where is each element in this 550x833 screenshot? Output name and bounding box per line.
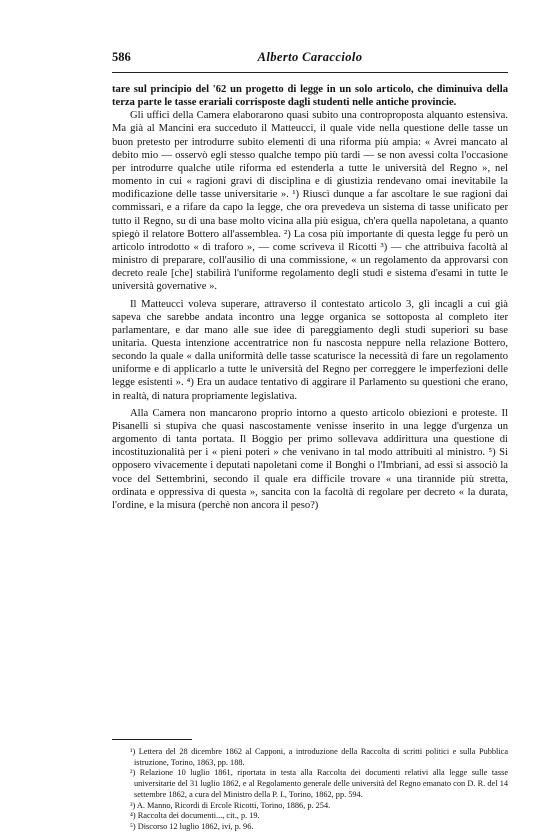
- footnote: ¹) Lettera del 28 dicembre 1862 al Capponi, a introduzione della Raccolta di scritti politici e sulla Pubblica istruzione, Torino, 1863, pp. 188.: [130, 747, 508, 767]
- footnotes: [112, 747, 508, 833]
- running-head-author: Alberto Caracciolo: [257, 50, 363, 64]
- paragraph: Il Matteucci voleva superare, attraverso il contestato articolo 3, gli incagli a cui già sapeva che sarebbe andata incontro una legge organica se sottoposta al completo iter parlamentare, e dar mano alle sue idee di pareggiamento degli studi superiori su base unitaria. Questa intenzione accentratrice non fu nascosta neppure nella relazione Bottero, secondo la quale « dalla uniformità delle tasse scaturisce la necessità di fare un regolamento uniforme e di applicarlo a tutte le università del Regno per correggere le imperfezioni delle legge esistenti ». ⁴) Era un audace tentativo di aggirare il Parlamento su questioni che erano, in realtà, di natura propriamente legislativa.: [112, 298, 508, 402]
- paragraph: Gli uffici della Camera elaborarono quasi subito una controproposta alquanto estensiva. Ma già al Mancini era succeduto il Matteucci, il quale vide nella questione delle tasse un buon pretesto per introdurre subito elementi di una riforma più ampia: « Avrei mancato al debito mio — osservò egli stesso qualche tempo più tardi — se non avessi colta l'occasione per introdurre qualche utile riforma ed estenderla a tutte le università del Regno », nel momento in cui « ragioni gravi di disciplina e di giustizia rendevano omai inevitabile la modificazione delle tasse universitarie ». ¹) Riuscì dunque a far ascoltare le sue ragioni dai commissari, e a rifare da capo la legge, che ora prevedeva un sistema di tasse unificato per tutto il Regno, su di una base molto vicina alla più esigua, ch'era quella napoletana, a quanto spiegò il relatore Bottero all'assemblea. ²) La cosa più importante di questa legge fu però un articolo introdotto « di traforo », — come scriveva il Ricotti ³) — che attribuiva facoltà al ministro di preparare, coll'ausilio di una commissione, « un regolamento da approvarsi con decreto reale [che] stabilirà l'uniforme regolamento degli studi e sistema d'esami in tutte le università governative ».: [112, 110, 508, 293]
- header-rule: [112, 72, 508, 73]
- paragraph-continuation: tare sul principio del '62 un progetto di legge in un solo articolo, che diminuiva della terza parte le tasse erariali corrisposte dagli studenti nelle antiche provincie.: [112, 84, 508, 109]
- body-text: [112, 83, 508, 512]
- running-header: [112, 50, 508, 68]
- footnote: ³) A. Manno, Ricordi di Ercole Ricotti, Torino, 1886, p. 254.: [130, 800, 331, 810]
- footnote: ²) Relazione 10 luglio 1861, riportata in testa alla Raccolta dei documenti relativi alla legge sulle tasse universitarie del 31 luglio 1862, e al Regolamento generale delle università del Regno emanato con D. R. del 14 settembre 1862, a cura del Ministro della P. I., Torino, 1862, pp. 594.: [130, 768, 508, 799]
- footnote: ⁵) Discorso 12 luglio 1862, ivi, p. 96.: [130, 821, 254, 831]
- page-number: 586: [112, 50, 131, 64]
- footnote-rule: [112, 739, 192, 740]
- footnote: ⁴) Raccolta dei documenti..., cit., p. 19.: [130, 811, 260, 821]
- paragraph: Alla Camera non mancarono proprio intorno a questo articolo obiezioni e proteste. Il Pisanelli si stupiva che quasi nascostamente venisse inserito in una legge d'urgenza un argomento di tanta portata. Il Boggio per primo sollevava addirittura una questione di incostituzionalità per i « pieni poteri » che venivano in tal modo attribuiti al ministro. ⁵) Si opposero vivacemente i deputati napoletani come il Bonghi o l'Imbriani, ad essi si associò la voce del Settembrini, secondo il quale era difficile trovare « una tirannide più stretta, ordinata e oppressiva di questa », sancita con la facoltà di regolare per decreto « la durata, l'ordine, e la misura (perchè non ancora il peso?): [112, 407, 508, 511]
